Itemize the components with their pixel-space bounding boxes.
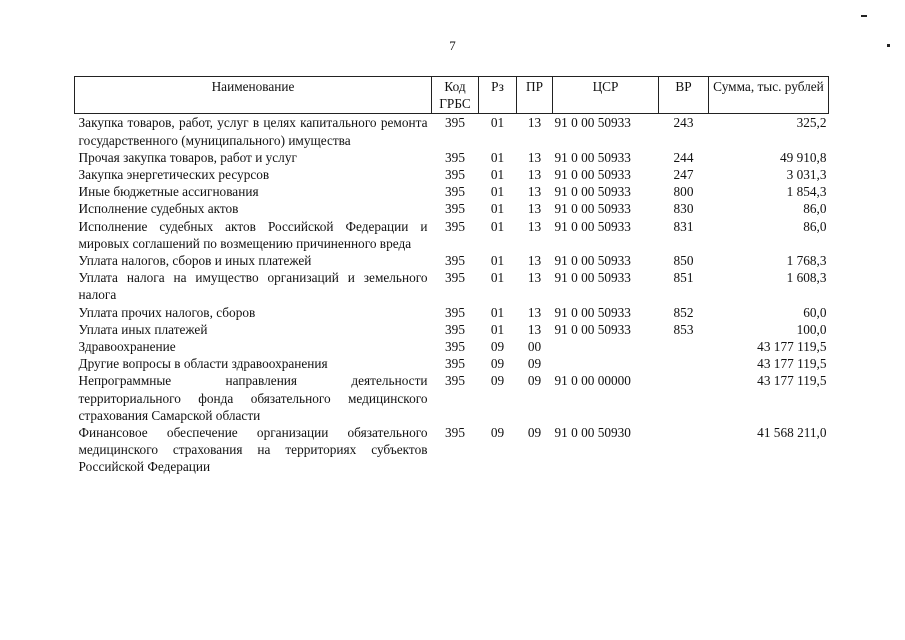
cell-pr: 13	[527, 218, 542, 234]
scan-speck	[861, 15, 867, 17]
cell-vr: 243	[673, 115, 694, 131]
cell-rz: 09	[490, 425, 505, 441]
cell-sum: 325,2	[796, 115, 827, 131]
cell-rz: 01	[490, 304, 505, 320]
table-row	[75, 269, 829, 303]
cell-name: Непрограммные направления деятельности территориального фонда обязательного медицинского страхования Самарской области	[78, 373, 428, 423]
cell-grbs: 395	[445, 373, 465, 389]
cell-pr: 13	[527, 253, 542, 269]
cell-grbs: 395	[445, 425, 465, 441]
cell-csr: 91 0 00 50933	[554, 304, 631, 320]
cell-rz: 09	[490, 339, 505, 355]
table-row	[75, 200, 829, 217]
table-row	[75, 114, 829, 149]
table-header	[75, 77, 829, 114]
cell-csr: 91 0 00 50930	[554, 425, 631, 441]
cell-csr: 91 0 00 50933	[554, 115, 631, 131]
cell-pr: 13	[527, 184, 542, 200]
cell-csr	[553, 355, 659, 372]
table-row	[75, 149, 829, 166]
cell-grbs: 395	[445, 149, 465, 165]
cell-grbs: 395	[445, 115, 465, 131]
cell-rz: 09	[490, 373, 505, 389]
cell-grbs: 395	[445, 339, 465, 355]
cell-name: Уплата налога на имущество организаций и земельного налога	[78, 270, 428, 303]
cell-sum: 41 568 211,0	[757, 425, 827, 441]
cell-rz: 01	[490, 218, 505, 234]
cell-sum: 1 768,3	[786, 253, 827, 269]
cell-sum: 3 031,3	[786, 167, 827, 183]
cell-csr: 91 0 00 50933	[554, 253, 631, 269]
cell-csr	[553, 338, 659, 355]
budget-table	[74, 76, 829, 476]
cell-name: Уплата иных платежей	[78, 321, 208, 337]
cell-sum: 43 177 119,5	[757, 339, 827, 355]
cell-name: Здравоохранение	[78, 339, 176, 355]
table-row	[75, 252, 829, 269]
table-row	[75, 321, 829, 338]
cell-sum: 86,0	[803, 201, 827, 217]
table-row	[75, 424, 829, 476]
cell-rz: 01	[490, 253, 505, 269]
cell-grbs: 395	[445, 253, 465, 269]
page-number: 7	[449, 38, 456, 53]
cell-sum: 60,0	[803, 304, 827, 320]
cell-rz: 01	[490, 149, 505, 165]
cell-csr: 91 0 00 00000	[554, 373, 631, 389]
header-pr: ПР	[517, 77, 553, 114]
table-row	[75, 218, 829, 252]
cell-vr: 244	[673, 149, 694, 165]
cell-csr: 91 0 00 50933	[554, 149, 631, 165]
cell-rz: 09	[490, 356, 505, 372]
cell-pr: 13	[527, 115, 542, 131]
cell-vr: 247	[673, 167, 694, 183]
cell-sum: 1 854,3	[786, 184, 827, 200]
cell-vr: 852	[673, 304, 694, 320]
cell-name: Иные бюджетные ассигнования	[78, 184, 259, 200]
cell-vr	[659, 355, 709, 372]
cell-vr: 831	[673, 218, 694, 234]
cell-vr: 850	[673, 253, 694, 269]
cell-vr	[659, 424, 709, 476]
table-row	[75, 304, 829, 321]
cell-sum: 49 910,8	[779, 149, 827, 165]
cell-name: Прочая закупка товаров, работ и услуг	[78, 149, 297, 165]
cell-vr: 830	[673, 201, 694, 217]
cell-name: Другие вопросы в области здравоохранения	[78, 356, 328, 372]
cell-pr: 09	[527, 373, 542, 389]
table-body	[75, 114, 829, 476]
cell-grbs: 395	[445, 304, 465, 320]
cell-rz: 01	[490, 201, 505, 217]
table-row	[75, 338, 829, 355]
table-row	[75, 166, 829, 183]
cell-csr: 91 0 00 50933	[554, 270, 631, 286]
cell-name: Уплата прочих налогов, сборов	[78, 304, 256, 320]
cell-pr: 09	[527, 356, 542, 372]
cell-name: Исполнение судебных актов	[78, 201, 239, 217]
cell-grbs: 395	[445, 270, 465, 286]
cell-rz: 01	[490, 321, 505, 337]
header-rz: Рз	[479, 77, 517, 114]
cell-csr: 91 0 00 50933	[554, 184, 631, 200]
cell-name: Уплата налогов, сборов и иных платежей	[78, 253, 312, 269]
cell-grbs: 395	[445, 356, 465, 372]
cell-csr: 91 0 00 50933	[554, 201, 631, 217]
cell-grbs: 395	[445, 184, 465, 200]
cell-pr: 00	[527, 339, 542, 355]
cell-vr: 800	[673, 184, 694, 200]
cell-sum: 100,0	[796, 321, 827, 337]
header-sum: Сумма, тыс. рублей	[709, 77, 829, 114]
cell-sum: 86,0	[803, 218, 827, 234]
cell-sum: 1 608,3	[786, 270, 827, 286]
cell-sum: 43 177 119,5	[757, 356, 827, 372]
cell-name: Закупка товаров, работ, услуг в целях капитального ремонта государственного (муниципального) имущества	[78, 115, 428, 148]
table-row	[75, 183, 829, 200]
cell-name: Исполнение судебных актов Российской Федерации и мировых соглашений по возмещению причиненного вреда	[78, 218, 428, 251]
table-row	[75, 372, 829, 424]
header-grbs: Код ГРБС	[432, 77, 479, 114]
cell-pr: 13	[527, 201, 542, 217]
cell-pr: 13	[527, 149, 542, 165]
cell-vr: 851	[673, 270, 694, 286]
cell-pr: 13	[527, 167, 542, 183]
header-vr: ВР	[659, 77, 709, 114]
cell-pr: 13	[527, 304, 542, 320]
cell-rz: 01	[490, 167, 505, 183]
cell-csr: 91 0 00 50933	[554, 218, 631, 234]
cell-rz: 01	[490, 270, 505, 286]
scan-speck	[887, 44, 890, 47]
cell-pr: 13	[527, 321, 542, 337]
table-row	[75, 355, 829, 372]
cell-pr: 13	[527, 270, 542, 286]
cell-vr	[659, 372, 709, 424]
cell-grbs: 395	[445, 201, 465, 217]
cell-sum: 43 177 119,5	[757, 373, 827, 389]
cell-rz: 01	[490, 115, 505, 131]
cell-name: Финансовое обеспечение организации обязательного медицинского страхования на территориях субъектов Российской Федерации	[78, 425, 428, 475]
cell-name: Закупка энергетических ресурсов	[78, 167, 270, 183]
header-csr: ЦСР	[553, 77, 659, 114]
cell-grbs: 395	[445, 321, 465, 337]
cell-rz: 01	[490, 184, 505, 200]
cell-csr: 91 0 00 50933	[554, 321, 631, 337]
cell-vr	[659, 338, 709, 355]
cell-pr: 09	[527, 425, 542, 441]
header-name: Наименование	[75, 77, 432, 114]
cell-csr: 91 0 00 50933	[554, 167, 631, 183]
cell-vr: 853	[673, 321, 694, 337]
cell-grbs: 395	[445, 167, 465, 183]
cell-grbs: 395	[445, 218, 465, 234]
